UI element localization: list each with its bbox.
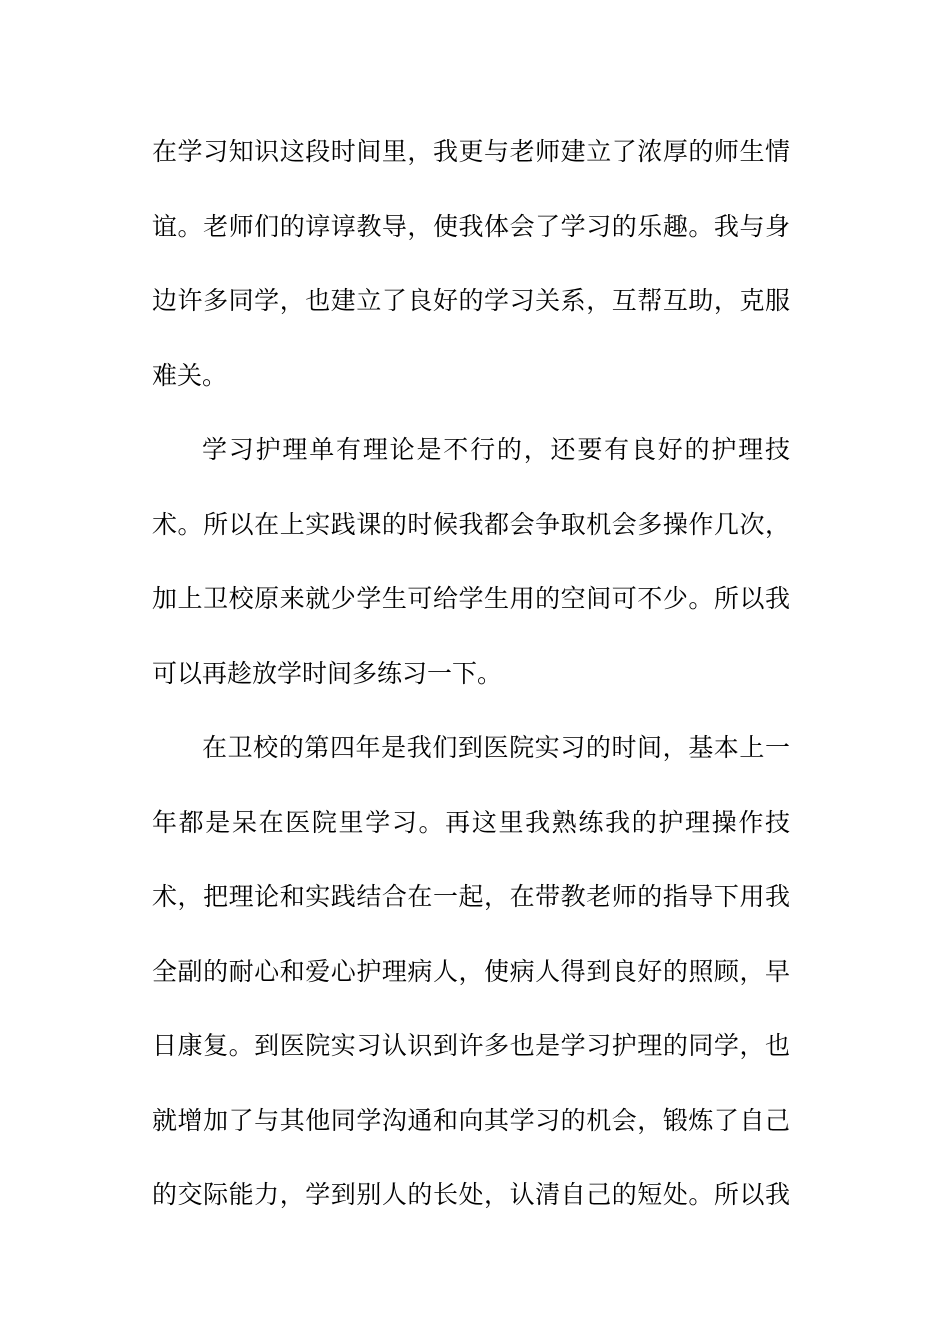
text-line: 术，把理论和实践结合在一起，在带教老师的指导下用我: [152, 882, 790, 911]
text-line: 日康复。到医院实习认识到许多也是学习护理的同学，也: [152, 1031, 790, 1060]
document-body: [152, 115, 802, 1233]
text-line: 术。所以在上实践课的时候我都会争取机会多操作几次，: [152, 509, 790, 539]
paragraph-first-line: 学习护理单有理论是不行的，还要有良好的护理技: [202, 435, 790, 464]
paragraph-first-line: 在卫校的第四年是我们到医院实习的时间，基本上一: [202, 733, 790, 762]
text-line: 加上卫校原来就少学生可给学生用的空间可不少。所以我: [152, 584, 790, 613]
text-line: 就增加了与其他同学沟通和向其学习的机会，锻炼了自己: [152, 1105, 790, 1135]
text-line: 可以再趁放学时间多练习一下。: [152, 658, 503, 688]
text-line: 全副的耐心和爱心护理病人，使病人得到良好的照顾，早: [152, 956, 790, 986]
text-line: 边许多同学，也建立了良好的学习关系，互帮互助，克服: [152, 286, 790, 315]
text-line: 年都是呆在医院里学习。再这里我熟练我的护理操作技: [152, 807, 790, 837]
text-line: 在学习知识这段时间里，我更与老师建立了浓厚的师生情: [152, 137, 790, 166]
text-line: 难关。: [152, 360, 228, 390]
text-line: 谊。老师们的谆谆教导，使我体会了学习的乐趣。我与身: [152, 211, 790, 241]
text-line: 的交际能力，学到别人的长处，认清自己的短处。所以我: [152, 1180, 790, 1209]
